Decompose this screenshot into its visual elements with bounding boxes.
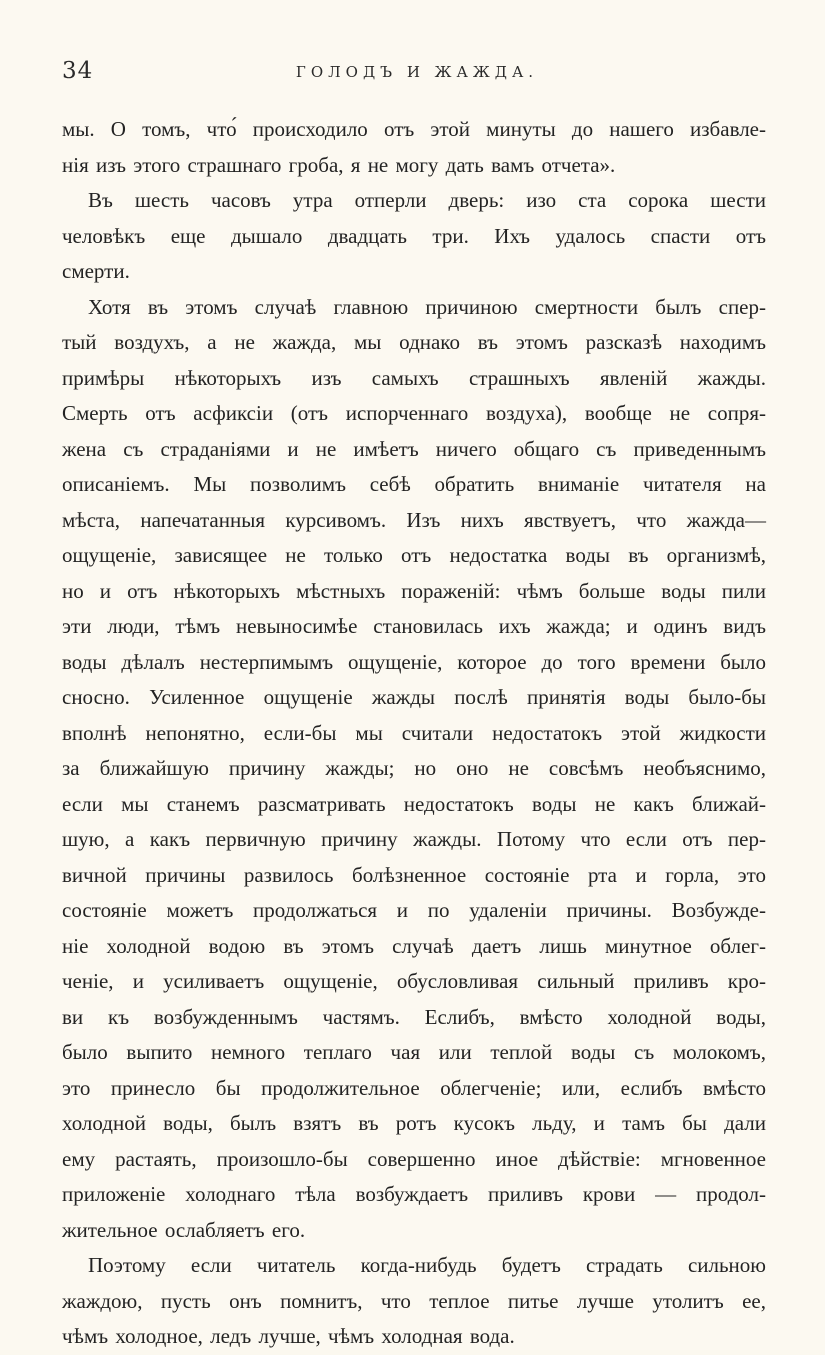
text-line: Смерть отъ асфиксіи (отъ испорченнаго воздуха), вообще не сопря- bbox=[62, 401, 766, 425]
paragraph bbox=[62, 290, 766, 1249]
text-line: чѣмъ холодное, ледъ лучше, чѣмъ холодная вода. bbox=[62, 1324, 515, 1348]
text-line: Въ шесть часовъ утра отперли дверь: изо ста сорока шести bbox=[88, 188, 766, 212]
text-line: тый воздухъ, а не жажда, мы однако въ этомъ разсказѣ находимъ bbox=[62, 330, 766, 354]
text-line: было выпито немного теплаго чая или теплой воды съ молокомъ, bbox=[62, 1040, 766, 1064]
text-line: состояніе можетъ продолжаться и по удаленіи причины. Возбужде- bbox=[62, 898, 766, 922]
text-line: жена съ страданіями и не имѣетъ ничего общаго съ приведеннымъ bbox=[62, 436, 766, 461]
text-line: но и отъ нѣкоторыхъ мѣстныхъ пораженій: чѣмъ больше воды пили bbox=[62, 578, 766, 603]
text-line: холодной воды, былъ взятъ въ ротъ кусокъ льду, и тамъ бы дали bbox=[62, 1111, 766, 1135]
text-line: если мы станемъ разсматривать недостатокъ воды не какъ ближай- bbox=[62, 791, 766, 816]
running-title: ГОЛОДЪ И ЖАЖДА. bbox=[295, 63, 539, 81]
text-line: мѣста, напечатанныя курсивомъ. Изъ нихъ явствуетъ, что жажда— bbox=[62, 507, 766, 532]
text-line: ощущеніе, зависящее не только отъ недостатка воды въ организмѣ, bbox=[62, 543, 766, 567]
text-line: жаждою, пусть онъ помнитъ, что теплое питье лучше утолитъ ее, bbox=[62, 1288, 766, 1313]
text-line: ви къ возбужденнымъ частямъ. Еслибъ, вмѣсто холодной воды, bbox=[62, 1004, 766, 1029]
text-line: это принесло бы продолжительное облегченіе; или, еслибъ вмѣсто bbox=[62, 1075, 766, 1100]
paragraph bbox=[62, 1248, 766, 1355]
text-line: Поэтому если читатель когда-нибудь будетъ страдать сильною bbox=[88, 1253, 766, 1277]
text-line: описаніемъ. Мы позволимъ себѣ обратить вниманіе читателя на bbox=[62, 472, 766, 496]
paragraph bbox=[62, 183, 766, 290]
text-line: за ближайшую причину жажды; но оно не совсѣмъ необъяснимо, bbox=[62, 756, 766, 780]
text-line: вичной причины развилось болѣзненное состояніе рта и горла, это bbox=[62, 862, 766, 887]
text-line: смерти. bbox=[62, 259, 130, 283]
text-line: эти люди, тѣмъ невыносимѣе становилась ихъ жажда; и одинъ видъ bbox=[62, 614, 766, 638]
text-line: сносно. Усиленное ощущеніе жажды послѣ принятія воды было-бы bbox=[62, 685, 766, 709]
text-line: мы. О томъ, что́ происходило отъ этой минуты до нашего избавле- bbox=[62, 117, 766, 141]
paragraph bbox=[62, 112, 766, 183]
text-line: воды дѣлалъ нестерпимымъ ощущеніе, которое до того времени было bbox=[62, 649, 766, 674]
text-line: Хотя въ этомъ случаѣ главною причиною смертности былъ спер- bbox=[88, 294, 766, 319]
body-text bbox=[62, 112, 766, 1355]
text-line: ченіе, и усиливаетъ ощущеніе, обусловливая сильный приливъ кро- bbox=[62, 969, 766, 993]
page-number: 34 bbox=[62, 58, 94, 84]
text-line: человѣкъ еще дышало двадцать три. Ихъ удалось спасти отъ bbox=[62, 223, 766, 248]
text-line: ему растаять, произошло-бы совершенно иное дѣйствіе: мгновенное bbox=[62, 1146, 766, 1171]
text-line: вполнѣ непонятно, если-бы мы считали недостатокъ этой жидкости bbox=[62, 720, 766, 745]
text-line: ніе холодной водою въ этомъ случаѣ даетъ лишь минутное облег- bbox=[62, 933, 766, 958]
text-line: жительное ослабляетъ его. bbox=[62, 1217, 306, 1242]
page-header bbox=[62, 56, 772, 90]
text-line: приложеніе холоднаго тѣла возбуждаетъ приливъ крови — продол- bbox=[62, 1182, 766, 1206]
text-line: примѣры нѣкоторыхъ изъ самыхъ страшныхъ явленій жажды. bbox=[62, 365, 766, 390]
text-line: шую, а какъ первичную причину жажды. Потому что если отъ пер- bbox=[62, 827, 766, 851]
text-line: нія изъ этого страшнаго гроба, я не могу дать вамъ отчета». bbox=[62, 152, 616, 177]
